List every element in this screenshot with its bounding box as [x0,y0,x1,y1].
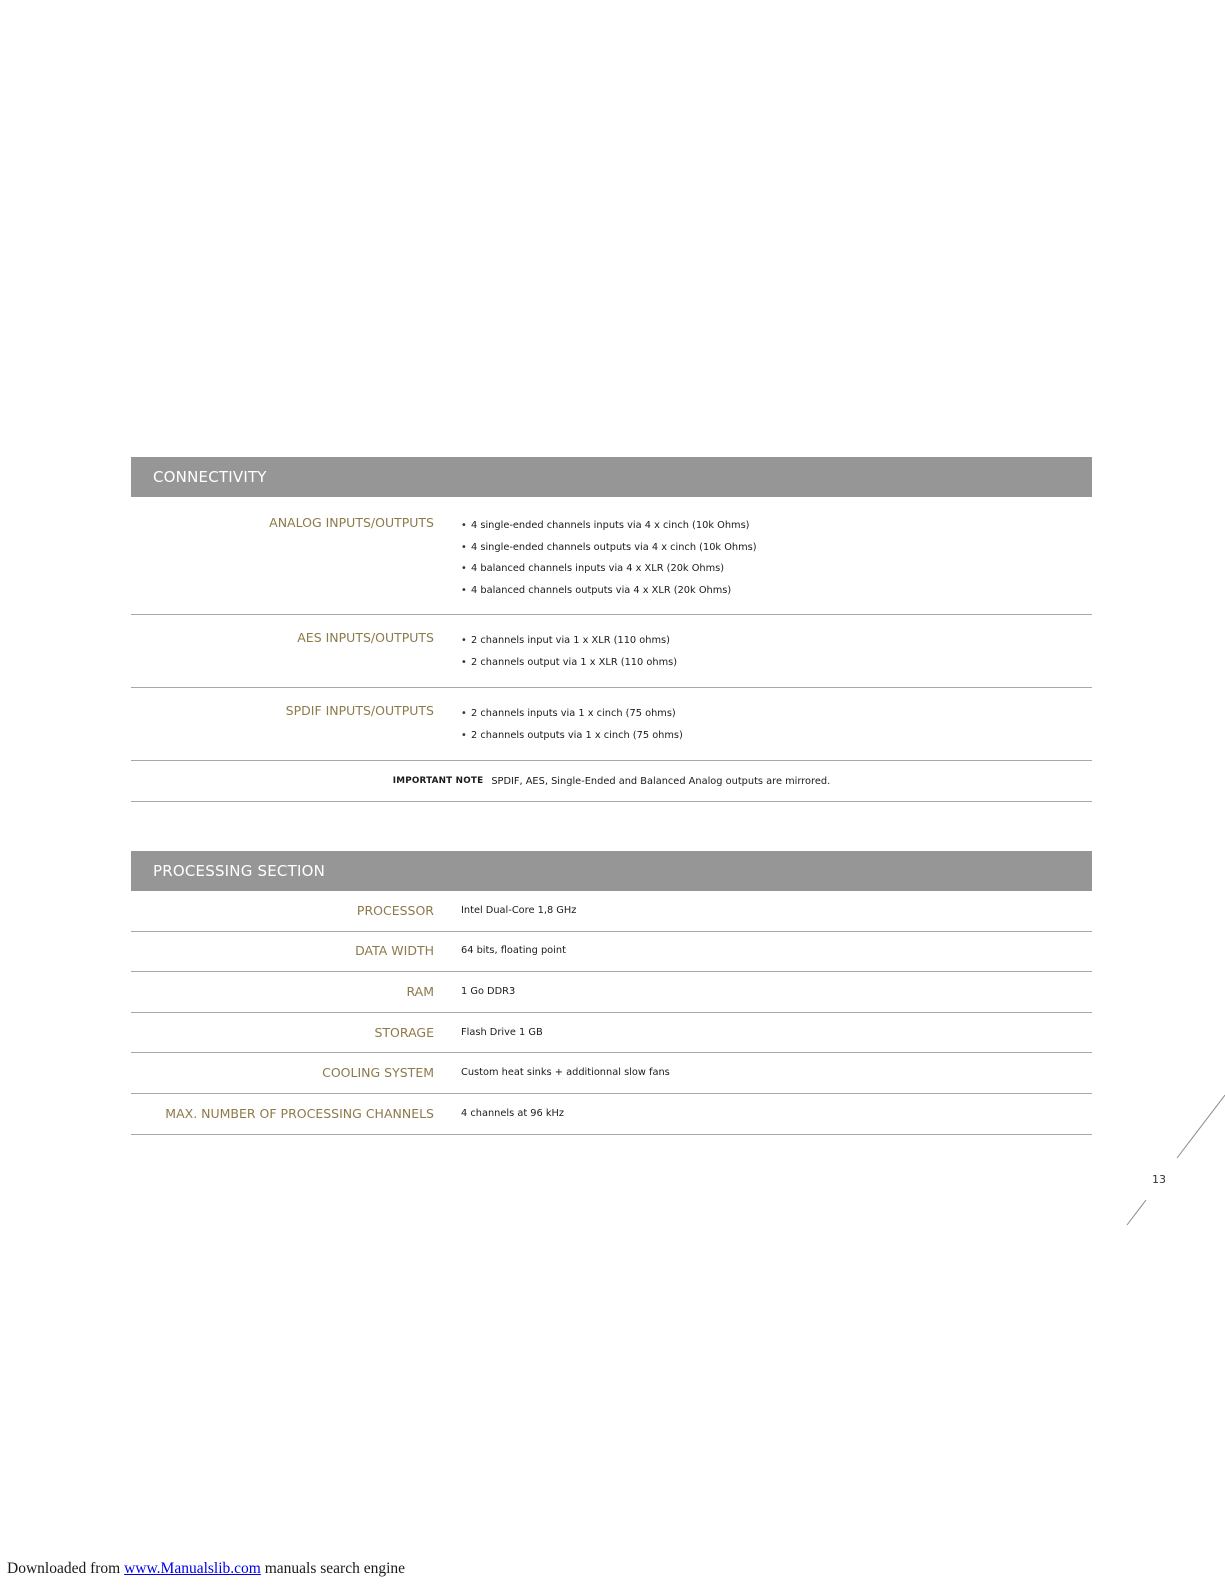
list-item: • 2 channels input via 1 x XLR (110 ohms) [461,630,677,652]
spec-label: PROCESSOR [356,902,434,918]
note-label: IMPORTANT NOTE [392,776,484,786]
bullet-icon: • [461,563,467,575]
list-item: • 4 single-ended channels inputs via 4 x cinch (10k Ohms) [461,515,757,537]
bullet-icon: • [461,585,467,597]
list-item: • 4 balanced channels inputs via 4 x XLR (20k Ohms) [461,558,757,580]
download-footer [7,1560,405,1578]
spec-label: MAX. NUMBER OF PROCESSING CHANNELS [165,1105,434,1121]
spec-label: AES INPUTS/OUTPUTS [297,630,434,645]
footer-suffix: manuals search engine [260,1560,406,1577]
spec-label: ANALOG INPUTS/OUTPUTS [269,515,434,530]
bullet-icon: • [461,635,467,646]
manualslib-link[interactable]: www.Manualslib.com [124,1560,261,1577]
spec-value: 4 channels at 96 kHz [461,1107,565,1119]
processing-title: PROCESSING SECTION [153,862,325,880]
connectivity-title: CONNECTIVITY [153,468,267,486]
spec-value: Custom heat sinks + additionnal slow fans [461,1067,670,1079]
page-number: 13 [1152,1173,1166,1186]
note-text: SPDIF, AES, Single-Ended and Balanced Analog outputs are mirrored. [491,775,831,787]
bullet-icon: • [461,729,467,741]
list-item: • 2 channels outputs via 1 x cinch (75 ohms) [461,725,683,747]
slash-upper [1177,1095,1225,1158]
spec-label: DATA WIDTH [355,943,434,959]
bullet-icon: • [461,708,467,719]
bullet-icon: • [461,520,467,531]
list-item: • 4 single-ended channels outputs via 4 x cinch (10k Ohms) [461,537,757,559]
footer-prefix: Downloaded from [7,1560,125,1577]
list-item: • 4 balanced channels outputs via 4 x XLR (20k Ohms) [461,580,757,602]
slash-lower [1127,1200,1146,1225]
list-item: • 2 channels inputs via 1 x cinch (75 ohms) [461,703,683,725]
spec-label: STORAGE [374,1024,434,1040]
spec-value: 64 bits, floating point [461,945,566,957]
spec-label: SPDIF INPUTS/OUTPUTS [285,703,434,718]
spec-label: RAM [406,983,434,999]
spec-value: Intel Dual-Core 1,8 GHz [461,904,577,916]
bullet-icon: • [461,656,467,668]
bullet-icon: • [461,541,467,553]
spec-value: Flash Drive 1 GB [461,1026,543,1038]
spec-label: COOLING SYSTEM [322,1065,434,1081]
list-item: • 2 channels output via 1 x XLR (110 ohms) [461,652,677,674]
spec-value: 1 Go DDR3 [461,985,516,997]
